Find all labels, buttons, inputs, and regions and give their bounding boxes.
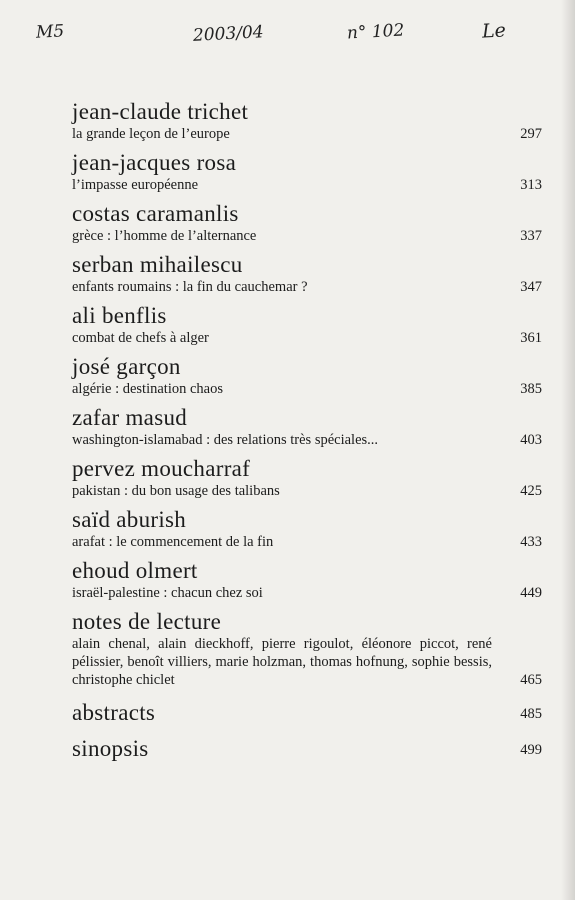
toc-title-row [72, 380, 542, 398]
toc-title: combat de chefs à alger [72, 330, 209, 346]
handwritten-issue-number: n° 102 [346, 20, 405, 44]
toc-title-row [72, 584, 542, 602]
toc-page-number: 449 [520, 585, 542, 601]
toc-author: jean-claude trichet [72, 99, 249, 124]
toc-title: pakistan : du bon usage des talibans [72, 483, 280, 499]
handwritten-date: 2003/04 [192, 22, 265, 46]
toc-author: pervez moucharraf [72, 456, 251, 481]
toc-title: l’impasse européenne [72, 177, 199, 193]
toc-entry [72, 506, 542, 551]
toc-author: ali benflis [72, 303, 167, 328]
toc-author: saïd aburish [72, 507, 187, 532]
sinopsis-page-number: 499 [520, 742, 542, 758]
abstracts-page-number: 485 [520, 706, 542, 722]
toc-title: enfants roumains : la fin du cauchemar ? [72, 279, 308, 295]
toc-title: washington-islamabad : des relations très spéciales... [72, 432, 379, 448]
toc-page-number: 361 [520, 330, 542, 346]
toc-title-row [72, 482, 542, 500]
toc-author: ehoud olmert [72, 558, 198, 583]
toc-entry [72, 98, 542, 143]
toc-entry [72, 302, 542, 347]
toc-title: israël-palestine : chacun chez soi [72, 585, 263, 601]
toc-title: grèce : l’homme de l’alternance [72, 228, 257, 244]
toc-entry [72, 404, 542, 449]
sinopsis-heading: sinopsis [72, 736, 149, 761]
handwritten-mark-right: Le [481, 19, 507, 43]
toc-author: jean-jacques rosa [72, 150, 237, 175]
toc-entry-notes [72, 608, 542, 689]
notes-heading: notes de lecture [72, 609, 222, 634]
toc-entry-abstracts [72, 695, 542, 731]
toc-title: la grande leçon de l’europe [72, 126, 230, 142]
toc-entry [72, 557, 542, 602]
toc-page-number: 297 [520, 126, 542, 142]
toc-entry [72, 251, 542, 296]
toc-title: algérie : destination chaos [72, 381, 223, 397]
toc-author: costas caramanlis [72, 201, 239, 226]
toc-title-row [72, 125, 542, 143]
notes-page-number: 465 [520, 672, 542, 688]
toc-entry [72, 353, 542, 398]
page-edge-shadow [561, 0, 575, 900]
toc-page-number: 385 [520, 381, 542, 397]
handwritten-annotations [0, 18, 575, 58]
toc-page-number: 337 [520, 228, 542, 244]
notes-contributors: alain chenal, alain dieckhoff, pierre rigoulot, éléonore piccot, rené pélissier, benoît villiers, marie holzman, thomas hofnung, sophie bessis, christophe chiclet [72, 636, 492, 688]
toc-author: serban mihailescu [72, 252, 243, 277]
toc-title-row [72, 227, 542, 245]
handwritten-mark-left: M5 [35, 21, 65, 43]
toc-page-number: 425 [520, 483, 542, 499]
toc-page-number: 347 [520, 279, 542, 295]
toc-entry [72, 455, 542, 500]
toc-author: josé garçon [72, 354, 181, 379]
toc-title: arafat : le commencement de la fin [72, 534, 274, 550]
toc-title-row [72, 176, 542, 194]
toc-title-row [72, 329, 542, 347]
toc-title-row [72, 431, 542, 449]
table-of-contents [72, 98, 542, 767]
toc-title-row [72, 278, 542, 296]
toc-entry-sinopsis [72, 731, 542, 767]
abstracts-heading: abstracts [72, 700, 156, 725]
toc-page-number: 433 [520, 534, 542, 550]
toc-title-row [72, 533, 542, 551]
toc-author: zafar masud [72, 405, 188, 430]
toc-entry [72, 149, 542, 194]
toc-page-number: 403 [520, 432, 542, 448]
toc-entry [72, 200, 542, 245]
notes-row [72, 635, 542, 689]
toc-page-number: 313 [520, 177, 542, 193]
